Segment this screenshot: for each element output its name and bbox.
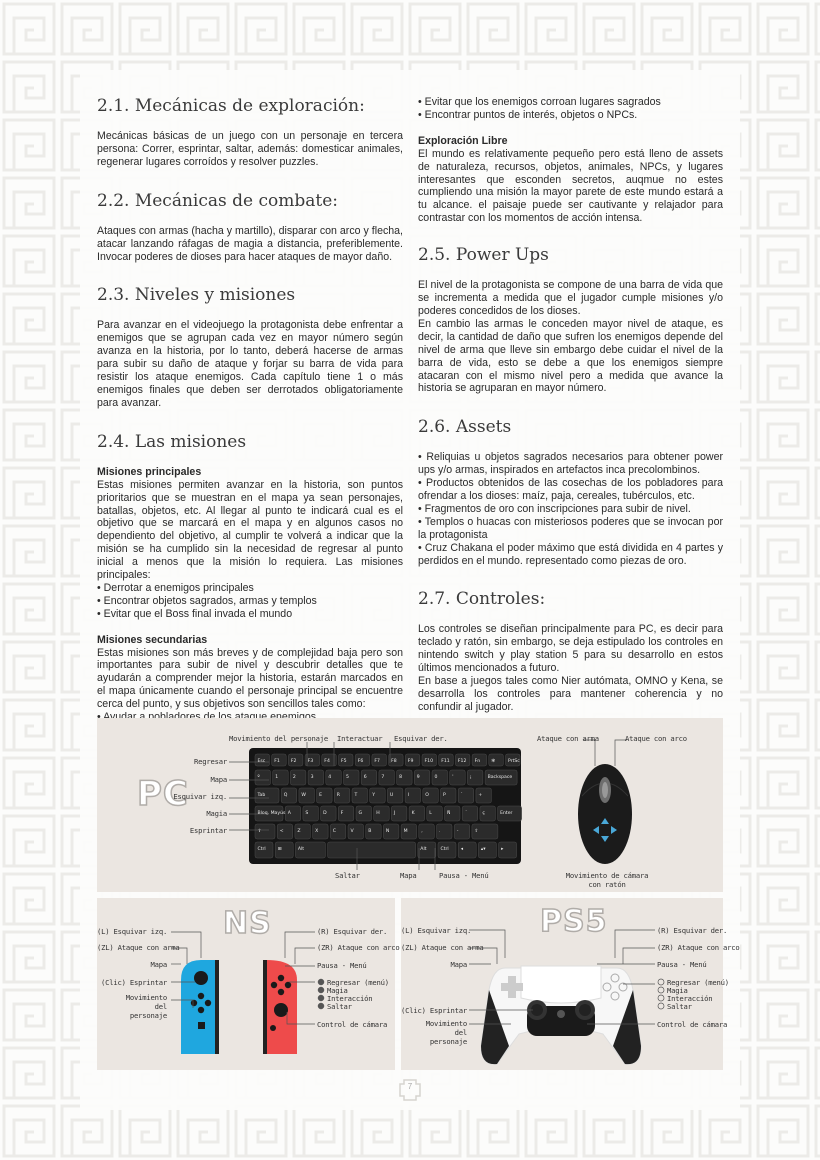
ps5-controls-panel [401, 898, 740, 1070]
keyboard-key-label: 7 [381, 775, 385, 780]
ns-label-mapa: Mapa [150, 960, 167, 969]
ps5-label-mapa: Mapa [450, 960, 467, 969]
left-column [97, 96, 403, 724]
label-saltar: Saltar [335, 871, 360, 880]
subsection-title: Misiones principales [97, 465, 202, 478]
keyboard-key-label: F6 [357, 759, 364, 764]
keyboard-key-label: PrtSc [508, 759, 520, 764]
ns-label-camara: Control de cámara [317, 1020, 388, 1029]
keyboard-key-label: ç [482, 811, 485, 816]
pc-label: PC [137, 774, 189, 814]
keyboard-key-label: D [323, 811, 327, 816]
keyboard-key-label: Alt [420, 847, 427, 852]
keyboard-key-label: Backspace [487, 775, 513, 780]
keyboard-key-label: Esc [257, 759, 266, 764]
keyboard-key-label: F1 [274, 759, 280, 764]
label-esprintar: Esprintar [189, 826, 227, 835]
keyboard-key-label: B [368, 829, 372, 834]
subsection-title: Misiones secundarias [97, 633, 208, 646]
ns-label-l: (L) Esquivar izq. [97, 927, 168, 936]
keyboard-key-label: Ctrl [257, 847, 266, 852]
keyboard-key-label: Ctrl [440, 847, 449, 852]
joycon-left-icon [181, 960, 219, 1054]
section-text: Ataques con armas (hacha y martillo), disparar con arco y flecha, atacar lanzando ráfagas de magia a distancia, preferiblemente. Invocar poderes de dioses para hacer ataques de mayor daño. [97, 224, 403, 263]
keyboard-key-label: Z [297, 829, 301, 834]
keyboard-key-label: ¡ [469, 775, 472, 780]
ps5-label-r: (R) Esquivar der. [657, 926, 728, 935]
keyboard-key-label: X [315, 829, 319, 834]
keyboard-key-label: + [478, 793, 483, 798]
keyboard-key-label: ⇧ [257, 829, 262, 834]
keyboard-key-label: K [411, 811, 415, 816]
keyboard-key-label: O [425, 793, 429, 798]
keyboard-key-label: F5 [341, 759, 347, 764]
keyboard-key-label: ◂ [460, 847, 464, 852]
ps5-label-movimiento: Movimiento del personaje [425, 1019, 467, 1046]
ns-label-pausa: Pausa - Menú [317, 961, 367, 970]
keyboard-key-label: T [354, 793, 358, 798]
keyboard-key-label: W [301, 793, 306, 798]
ns-label-zl: (ZL) Ataque con arma [97, 943, 180, 952]
label-movimiento-camara: Movimiento de cámara con ratón [565, 871, 649, 889]
section-title: 2.6. Assets [418, 417, 512, 438]
ps5-label-interaccion: Interacción [667, 994, 713, 1003]
keyboard-key-label: J [393, 811, 396, 816]
keyboard-key-label: F7 [374, 759, 380, 764]
label-mapa: Mapa [210, 775, 227, 784]
keyboard-key [328, 842, 416, 858]
keyboard-key-label: ` [460, 793, 463, 798]
section-missions [97, 432, 403, 724]
ps5-label-camara: Control de cámara [657, 1020, 728, 1029]
keyboard-key-label: M [403, 829, 408, 834]
keyboard-key-label: F10 [424, 759, 433, 764]
pc-controls-panel [97, 718, 723, 892]
section-text: Estas misiones permiten avanzar en la historia, son puntos prioritarios que se muestran en el mapa ya sean personajes, batallas, objetos, etc. Al llegar al punto te indicará cual es el objetivo que se marcará en el mapa y en algunos casos no dependiento del objetivo, al cumplir te volverá a indicar que la misión se ha cumplido sin la necesidad de regresar al punto inicial a menos que la misión lo requiera. Las misiones principales: [97, 478, 403, 582]
keyboard-key-label: F3 [307, 759, 314, 764]
keyboard-key-label: F [340, 811, 344, 816]
label-regresar: Regresar [193, 757, 227, 766]
label-interactuar: Interactuar [337, 734, 383, 743]
ps5-label-magia: Magia [667, 986, 688, 995]
keyboard-key-label: 8 [399, 775, 403, 780]
section-text: En base a juegos tales como Nier autómata, OMNO y Kena, se desarrolla los controles para mantener coherencia y no confundir al jugador. [418, 675, 723, 713]
keyboard-key-label: ´ [464, 811, 467, 816]
section-text: En cambio las armas le conceden mayor nivel de ataque, es decir, la cantidad de daño que sufren los enemigos depende del nivel de arma que lleve sin embargo debe cuidar el nivel de la barra de vida, esto se debe a que los enemigos siempre atacaran con el mismo nivel pero a medida que avance la historia se agruparan en mayor número. [418, 317, 723, 395]
joycon-right-icon [263, 960, 297, 1054]
keyboard-key-label: U [389, 793, 394, 798]
ps5-label-saltar: Saltar [667, 1002, 692, 1011]
keyboard-key-label: 0 [434, 775, 438, 780]
keyboard-key-label: 2 [292, 775, 296, 780]
section-text: El mundo es relativamente pequeño pero está lleno de assets de naturaleza, recursos, objetos, animales, NPCs, y lugares interesantes que esconden secretos, auqmue no estes cumpliendo una misión la mayor parete de este mundo estará a tu alcance. el paisaje puede ser cautivante y relajador para contrastar con los momentos de acción intensa. [418, 147, 723, 225]
keyboard-key-label: Tab [257, 793, 266, 798]
keyboard-key-label: H [376, 811, 380, 816]
keyboard-key-label: S [305, 811, 309, 816]
page-number: 7 [407, 1082, 413, 1091]
keyboard-key-label: E [319, 793, 323, 798]
keyboard-key-label: Alt [297, 847, 305, 852]
keyboard-key-label: C [332, 829, 337, 834]
label-magia: Magia [206, 809, 227, 818]
list-item: • Productos obtenidos de las cosechas de los pobladores para ofrendar a los dioses: maíz, paja, cereales, tubérculos, etc. [418, 477, 723, 503]
keyboard-key-label: Enter [500, 811, 513, 816]
ns-controls-panel [97, 898, 400, 1070]
section-text: Los controles se diseñan principalmente para PC, es decir para teclado y ratón, sin embargo, se deja estipulado los controles en nintendo switch y play station 5 para su desarrollo en estos últimos mencionados a futuro. [418, 623, 723, 675]
label-ataque-arma: Ataque con arma [537, 734, 599, 743]
section-title: 2.4. Las misiones [97, 431, 247, 452]
keyboard-key-label: , [421, 829, 423, 834]
ps5-label-regresar: Regresar (menú) [667, 978, 729, 987]
keyboard-key-label: 5 [346, 775, 349, 780]
label-esquivar-izq: Esquivar izq. [173, 792, 227, 801]
ps5-label-pausa: Pausa - Menú [657, 960, 707, 969]
section-text: El nivel de la protagonista se compone de una barra de vida que se incrementa a medida que el jugador cumple misiones y/o poderes concedidos de los dioses. [418, 279, 723, 317]
ns-label: NS [223, 906, 272, 941]
keyboard-key-label: N [385, 829, 390, 834]
ns-label-clic: (Clic) Esprintar [100, 978, 167, 987]
keyboard-key-label: V [350, 829, 354, 834]
keyboard-key-label: A [287, 811, 291, 816]
ns-label-magia: Magia [327, 986, 348, 995]
keyboard-key-label: ✻ [491, 759, 496, 764]
section-controls [418, 589, 723, 713]
ns-label-interaccion: Interacción [327, 994, 373, 1003]
keyboard-key-label: 9 [416, 775, 420, 780]
keyboard-key-label: 3 [310, 775, 314, 780]
keyboard-key-label: ▴▾ [480, 847, 486, 852]
right-column [418, 96, 723, 714]
ps5-label-zr: (ZR) Ataque con arco [657, 943, 740, 952]
keyboard-key-label: F9 [407, 759, 414, 764]
section-text: Estas misiones son más breves y de complejidad baja pero son importantes para subir de nivel y descubrir detalles que te ayudarán a comprender mejor la historia, estarán marcados en el mapa únicamente cuando el personaje principal se encuentre cerca del punto, y sus objetivos son sencillos tales como: [97, 646, 403, 711]
keyboard-key-label: Y [372, 793, 376, 798]
list-item: • Evitar que los enemigos corroan lugares sagrados [418, 96, 661, 108]
keyboard-key-label: I [407, 793, 409, 798]
section-title: 2.2. Mecánicas de combate: [97, 190, 338, 211]
section-assets [418, 417, 723, 567]
label-pausa: Pausa - Menú [439, 871, 489, 880]
keyboard-illustration [97, 718, 723, 892]
subsection-title: Exploración Libre [418, 134, 508, 147]
section-title: 2.1. Mecánicas de exploración: [97, 96, 365, 116]
keyboard-key-label: ⊞ [277, 847, 282, 852]
keyboard-key-label: 6 [363, 775, 367, 780]
keyboard-key-label: 4 [328, 775, 332, 780]
keyboard-key-label: ▸ [501, 847, 504, 852]
list-item: • Evitar que el Boss final invada el mundo [97, 607, 293, 620]
list-item: • Cruz Chakana el poder máximo que está dividida en 4 partes y perdidos en el mundo. representado como piezas de oro. [418, 541, 723, 567]
keyboard-key-label: Fn [474, 759, 481, 764]
keyboard-key-label: R [336, 793, 341, 798]
ps5-label-zl: (ZL) Ataque con arma [401, 943, 484, 952]
section-combat [97, 191, 403, 264]
label-movimiento: Movimiento del personaje [229, 734, 329, 743]
section-title: 2.5. Power Ups [418, 245, 549, 266]
ns-label-saltar: Saltar [327, 1002, 352, 1011]
ns-label-movimiento: Movimiento del personaje [125, 993, 167, 1020]
ns-label-r: (R) Esquivar der. [317, 927, 388, 936]
keyboard-key-label: F4 [324, 759, 330, 764]
label-mapa-bottom: Mapa [400, 871, 417, 880]
keyboard-key-label: Bloq. Mayús [257, 811, 286, 816]
ps5-label-clic: (Clic) Esprintar [401, 1006, 468, 1015]
section-exploration [97, 96, 403, 169]
keyboard-key-label: F12 [457, 759, 467, 764]
list-item: • Fragmentos de oro con inscripciones para subir de nivel. [418, 502, 691, 515]
keyboard-key-label: G [358, 811, 363, 816]
section-title: 2.3. Niveles y misiones [97, 285, 296, 306]
keyboard-key-label: - [456, 829, 459, 834]
ns-label-zr: (ZR) Ataque con arco [317, 943, 400, 952]
keyboard-key-label: P [443, 793, 446, 798]
section-levels [97, 285, 403, 409]
list-item: • Templos o huacas con misteriosos poderes que se invocan por la protagonista [418, 515, 723, 541]
keyboard-key-label: < [279, 829, 284, 834]
mouse-icon [578, 764, 632, 864]
label-esquivar-der: Esquivar der. [394, 734, 448, 743]
keyboard-key-label: Q [283, 793, 288, 798]
ps5-label: PS5 [540, 904, 608, 939]
keyboard-key-label: L [429, 811, 432, 816]
ns-label-regresar: Regresar (menú) [327, 978, 389, 987]
keyboard-key-label: 1 [275, 775, 279, 780]
keyboard-key-label: ⇧ [474, 829, 479, 834]
keyboard-key-label: F8 [391, 759, 397, 764]
list-item: • Encontrar puntos de interés, objetos o NPCs. [418, 108, 638, 121]
list-item: • Reliquias u objetos sagrados necesarios para obtener power ups y/o armas, inspirados en artefactos inca precolombinos. [418, 451, 723, 477]
ps5-label-l: (L) Esquivar izq. [401, 926, 472, 935]
label-ataque-arco: Ataque con arco [625, 734, 687, 743]
keyboard-key-label: º [257, 775, 260, 780]
dualsense-icon [481, 966, 641, 1064]
keyboard-key-label: F2 [290, 759, 297, 764]
section-power-ups [418, 245, 723, 395]
keyboard-key-label: F11 [441, 759, 450, 764]
section-title: 2.7. Controles: [418, 589, 546, 610]
section-text: Mecánicas básicas de un juego con un personaje en tercera persona: Correr, esprintar, saltar, además: domesticar animales, regenerar lugares corroídos y resolver puzzles. [97, 130, 403, 168]
keyboard-key-label: . [439, 829, 441, 834]
keyboard-key-label: Ñ [447, 811, 451, 816]
list-item: • Encontrar objetos sagrados, armas y templos [97, 594, 317, 607]
list-item: • Derrotar a enemigos principales [97, 581, 254, 594]
section-text: Para avanzar en el videojuego la protagonista debe enfrentar a enemigos que se agrupan cada vez en mayor número según avanza en la historia, por lo tanto, deberá hacerse de armas para subir su daño de ataque y forjar su barra de vida para resistir los ataque enemigos. Cada capítulo tiene 1 o más enemigos finales que deben ser derrotados obligatoriamente para avanzar. [97, 319, 403, 409]
keyboard-key-label: ' [452, 775, 454, 780]
